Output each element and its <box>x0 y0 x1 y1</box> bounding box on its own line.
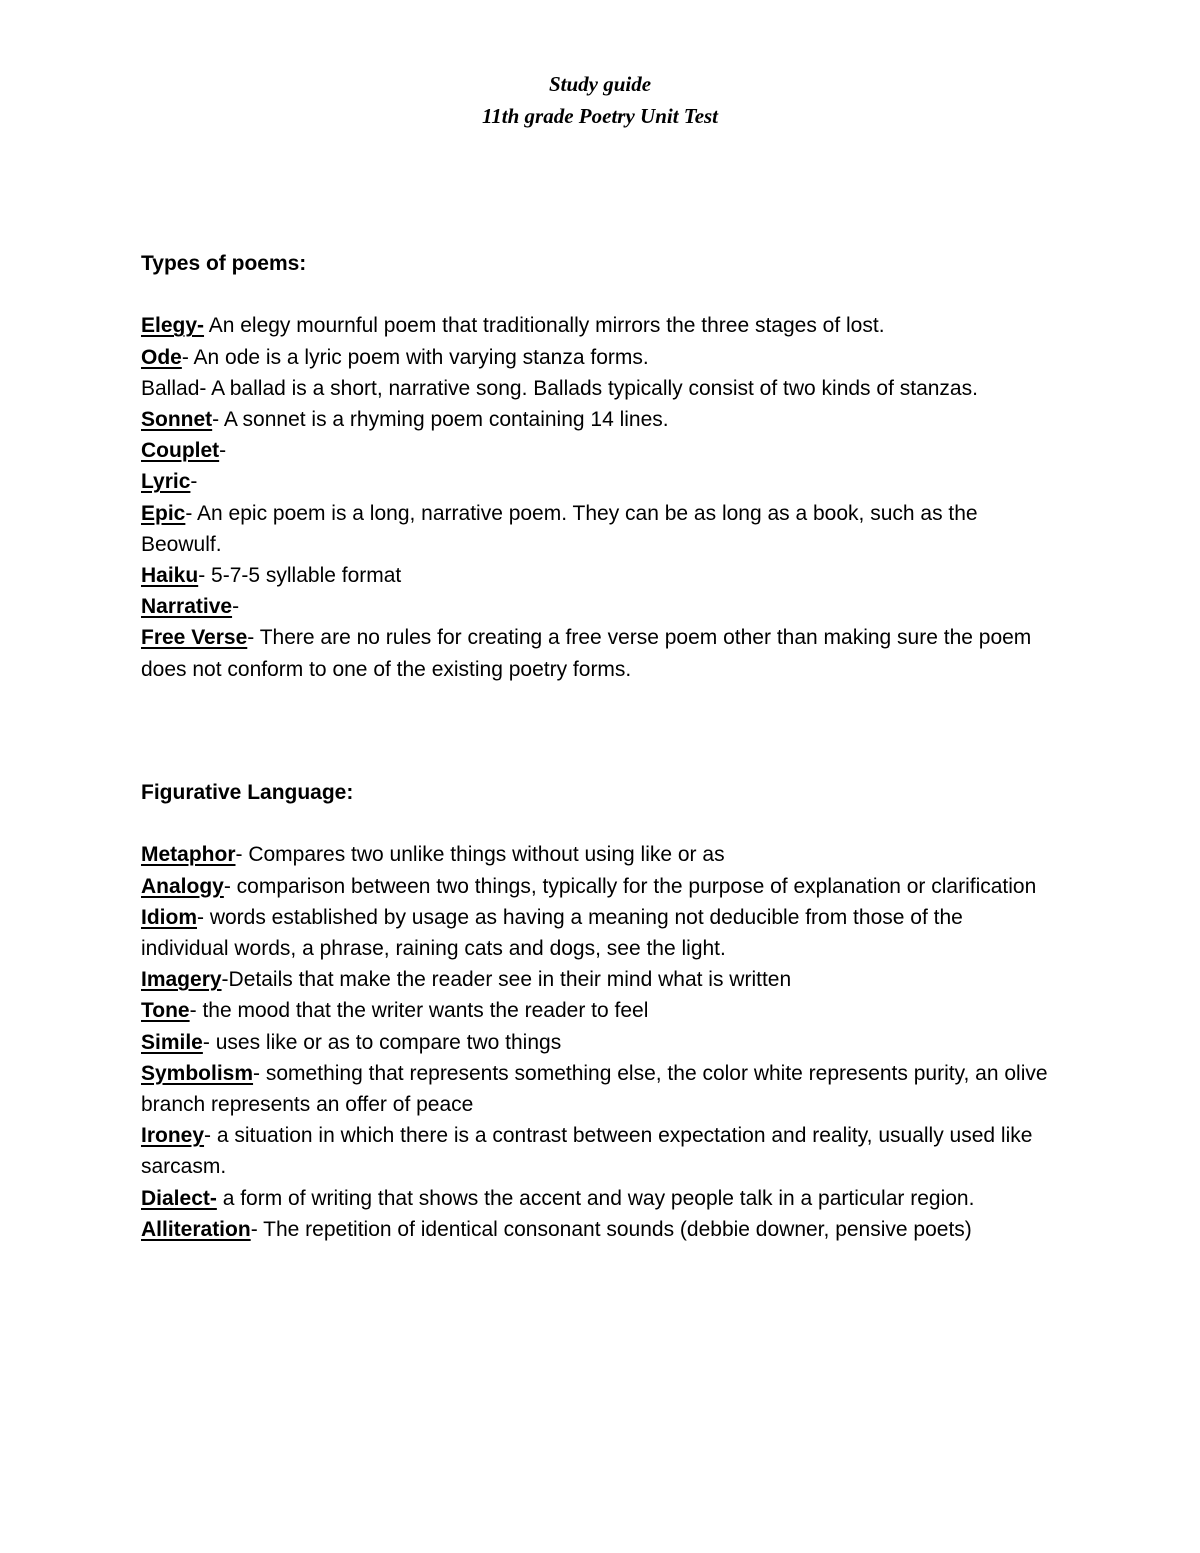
figurative-language-section <box>141 777 1051 1245</box>
term-narrative: Narrative <box>141 595 233 619</box>
entry-idiom: Idiom- words established by usage as having a meaning not deducible from those of the individual words, a phrase, raining cats and dogs, see the light. <box>141 905 963 960</box>
entry-dialect <box>141 1183 1051 1214</box>
entry-sonnet: Sonnet- A sonnet is a rhyming poem containing 14 lines. <box>141 408 669 431</box>
term-metaphor: Metaphor <box>141 843 236 867</box>
entry-free-verse: Free Verse- There are no rules for creating a free verse poem other than making sure the poem does not conform to one of the existing poetry forms. <box>141 626 1032 681</box>
entry-alliteration: Alliteration- The repetition of identical consonant sounds (debbie downer, pensive poets) <box>141 1217 972 1241</box>
entry-haiku: Haiku- 5-7-5 syllable format <box>141 564 402 588</box>
term-symbolism: Symbolism <box>141 1061 254 1085</box>
title-block <box>0 68 1200 132</box>
term-alliteration: Alliteration <box>141 1217 251 1241</box>
entry-simile: Simile- uses like or as to compare two things <box>141 1030 562 1054</box>
term-sonnet: Sonnet <box>141 408 213 431</box>
term-lyric: Lyric <box>141 470 191 494</box>
definition-haiku: 5-7-5 syllable format <box>205 564 402 588</box>
document-subtitle: 11th grade Poetry Unit Test <box>481 104 719 128</box>
term-ballad: Ballad <box>141 376 200 400</box>
entry-ironey: Ironey- a situation in which there is a contrast between expectation and reality, usually used like sarcasm. <box>141 1124 1033 1179</box>
term-idiom: Idiom <box>141 905 197 929</box>
entry-symbolism: Symbolism- something that represents something else, the color white represents purity, an olive branch represents an offer of peace <box>141 1061 1048 1117</box>
definition-metaphor: Compares two unlike things without using like or as <box>242 843 725 867</box>
term-free-verse: Free Verse <box>141 626 248 650</box>
definition-idiom: words established by usage as having a meaning not deducible from those of the individual words, a phrase, raining cats and dogs, see the light. <box>141 905 963 960</box>
document-title: Study guide <box>548 72 652 96</box>
definition-free-verse: There are no rules for creating a free verse poem other than making sure the poem does not conform to one of the existing poetry forms. <box>141 626 1032 681</box>
definition-symbolism: something that represents something else, the color white represents purity, an olive branch represents an offer of peace <box>141 1061 1048 1117</box>
definition-analogy: comparison between two things, typically for the purpose of explanation or clarification <box>230 874 1037 898</box>
entry-narrative: Narrative- <box>141 595 240 619</box>
term-simile: Simile <box>141 1030 203 1054</box>
definition-sonnet: A sonnet is a rhyming poem containing 14 lines. <box>219 408 669 431</box>
definition-tone: the mood that the writer wants the reader to feel <box>196 999 649 1023</box>
definition-dialect: a form of writing that shows the accent and way people talk in a particular region. <box>216 1186 975 1210</box>
spacer <box>141 279 1051 310</box>
definition-imagery: Details that make the reader see in their mind what is written <box>228 968 792 992</box>
definition-ode: An ode is a lyric poem with varying stanza forms. <box>188 345 649 369</box>
entry-ballad: Ballad- A ballad is a short, narrative song. Ballads typically consist of two kinds of stanzas. <box>141 376 978 400</box>
term-haiku: Haiku <box>141 564 199 588</box>
entry-tone: Tone- the mood that the writer wants the reader to feel <box>141 999 649 1023</box>
term-imagery: Imagery <box>141 968 222 992</box>
types-of-poems-section <box>141 248 1051 685</box>
section-heading-figurative: Figurative Language: <box>141 781 354 804</box>
entry-analogy: Analogy- comparison between two things, typically for the purpose of explanation or clarification <box>141 874 1037 898</box>
definition-simile: uses like or as to compare two things <box>209 1030 562 1054</box>
definition-ballad: A ballad is a short, narrative song. Ballads typically consist of two kinds of stanzas. <box>206 376 978 400</box>
entry-couplet: Couplet- <box>141 439 227 463</box>
entry-metaphor: Metaphor- Compares two unlike things without using like or as <box>141 843 725 867</box>
entry-lyric: Lyric- <box>141 470 198 494</box>
entry-ode: Ode- An ode is a lyric poem with varying stanza forms. <box>141 345 649 369</box>
term-tone: Tone <box>141 999 190 1023</box>
definition-ironey: a situation in which there is a contrast between expectation and reality, usually used like sarcasm. <box>141 1124 1033 1179</box>
term-couplet: Couplet <box>141 439 220 463</box>
section-heading-types: Types of poems: <box>141 252 307 275</box>
entry-epic: Epic- An epic poem is a long, narrative poem. They can be as long as a book, such as the Beowulf. <box>141 501 978 556</box>
entry-elegy <box>141 310 1051 341</box>
term-epic: Epic <box>141 501 186 525</box>
term-ode: Ode <box>141 345 182 369</box>
definition-epic: An epic poem is a long, narrative poem. They can be as long as a book, such as the Beowulf. <box>141 501 978 556</box>
definition-elegy: An elegy mournful poem that traditionally mirrors the three stages of lost. <box>204 314 885 338</box>
entry-imagery: Imagery-Details that make the reader see in their mind what is written <box>141 968 792 992</box>
term-analogy: Analogy <box>141 874 224 898</box>
term-elegy: Elegy- <box>141 314 205 338</box>
spacer <box>141 808 1051 839</box>
definition-alliteration: The repetition of identical consonant sounds (debbie downer, pensive poets) <box>257 1217 972 1241</box>
term-ironey: Ironey <box>141 1124 205 1148</box>
term-dialect: Dialect- <box>141 1186 217 1210</box>
